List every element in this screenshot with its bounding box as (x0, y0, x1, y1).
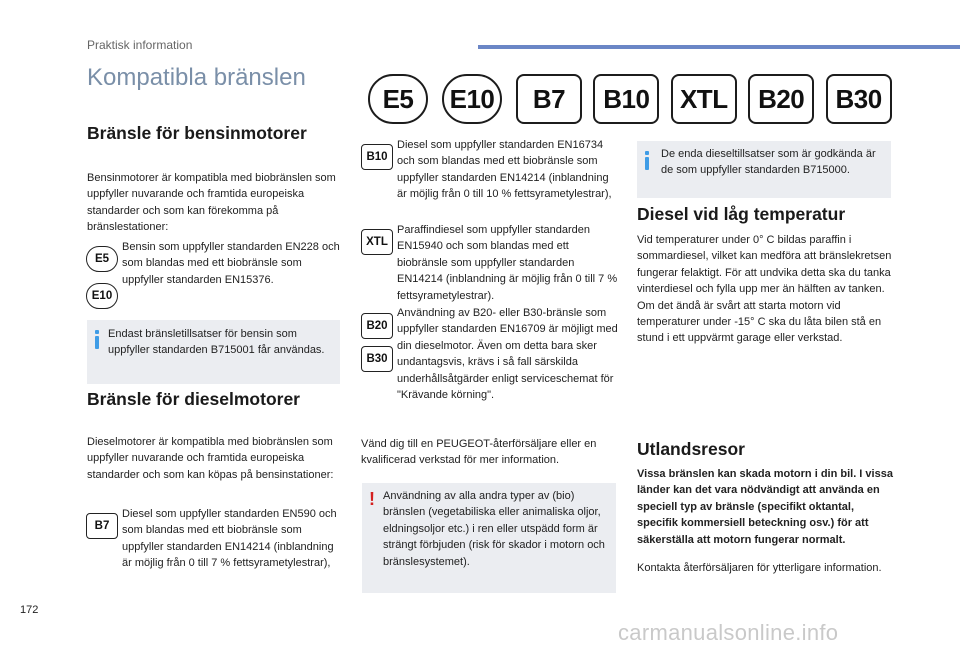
section-label: Praktisk information (87, 38, 193, 52)
diesel-b10-text: Diesel som uppfyller standarden EN16734 och som blandas med ett biobränsle som uppfyller standarden EN14214 (inblandning är möjlig från 0 till 10 % fettsyrametylestrar), (397, 139, 612, 201)
diesel-additive-note-text: De enda dieseltillsatser som är godkända är de som uppfyller standarden B715000. (661, 148, 876, 177)
diesel-dealer-text: Vänd dig till en PEUGEOT-återförsäljare eller en kvalificerad verkstad för mer information. (361, 438, 597, 467)
petrol-item-text: Bensin som uppfyller standarden EN228 och som blandas med ett biobränsle som uppfyller standarden EN15376. (122, 241, 340, 286)
diesel-b7-text: Diesel som uppfyller standarden EN590 och som blandas med ett biobränsle som uppfyller standarden EN14214 (inblandning är möjlig från 0 till 7 % fettsyrametylestrar), (122, 508, 337, 570)
petrol-note-text: Endast bränsletillsatser för bensin som uppfyller standarden B715001 får användas. (108, 328, 325, 357)
fuel-label-b7: B7 (516, 74, 582, 124)
low-temp-heading: Diesel vid låg temperatur (637, 204, 846, 224)
petrol-note-box (87, 320, 340, 384)
abroad-bold-text: Vissa bränslen kan skada motorn i din bil. I vissa länder kan det vara nödvändigt att använda en speciell typ av bränsle (specifikt oktantal, specifik kommersiell beteckning osv.) för att säkerställa att motorn fungerar normalt. (637, 468, 893, 546)
abroad-text: Kontakta återförsäljaren för ytterligare information. (637, 562, 882, 574)
fuel-label-e10: E10 (442, 74, 502, 124)
mini-label-b30: B30 (361, 346, 393, 372)
mini-label-e5: E5 (86, 246, 118, 272)
abroad-heading: Utlandsresor (637, 439, 745, 459)
mini-label-b7: B7 (86, 513, 118, 539)
mini-label-b10: B10 (361, 144, 393, 170)
low-temp-text: Vid temperaturer under 0° C bildas paraffin i sommardiesel, vilket kan medföra att bränslekretsen fungerar felaktigt. För att undvika detta ska du tanka vinterdiesel och fylla upp mer än hälften av tanken. Om det ändå är svårt att starta motorn vid temperaturer under -15° C ska du låta bilen stå en stund i ett uppvärmt garage eller verkstad. (637, 234, 892, 345)
page-number: 172 (20, 604, 39, 616)
fuel-label-e5: E5 (368, 74, 428, 124)
petrol-intro: Bensinmotorer är kompatibla med biobränslen som uppfyller nuvarande och framtida europeiska standarder och som kan förekomma på bränslestationer: (87, 172, 336, 234)
fuel-label-xtl: XTL (671, 74, 737, 124)
mini-label-xtl: XTL (361, 229, 393, 255)
diesel-warning-box (362, 483, 616, 593)
header-rule (478, 45, 960, 49)
fuel-label-row (368, 74, 892, 124)
diesel-b20-b30-text: Användning av B20- eller B30-bränsle som uppfyller standarden EN16709 är möjligt med din dieselmotor. Även om detta bara sker undantagsvis, krävs i så fall särskilda underhållsåtgärder enligt serviceschemat för "Krävande körning". (397, 307, 618, 402)
info-icon (645, 151, 649, 170)
diesel-intro: Dieselmotorer är kompatibla med biobränslen som uppfyller nuvarande och framtida europeiska standarder och som kan köpas på bensinstationer: (87, 436, 334, 481)
diesel-warning-text: Användning av alla andra typer av (bio) bränslen (vegetabiliska eller animaliska oljor, eldningsoljor etc.) i ren eller utspädd form är strängt förbjuden (risk för skador i motorn och bränslesystemet). (383, 490, 605, 568)
diesel-xtl-text: Paraffindiesel som uppfyller standarden EN15940 och som blandas med ett biobränsle som uppfyller standarden EN14214 (inblandning är möjlig från 0 till 7 % fettsyrametylestrar). (397, 224, 618, 302)
diesel-heading: Bränsle för dieselmotorer (87, 389, 300, 409)
diesel-additive-note-box (637, 141, 891, 198)
watermark: carmanualsonline.info (618, 620, 839, 645)
mini-label-b20: B20 (361, 313, 393, 339)
fuel-label-b20: B20 (748, 74, 814, 124)
warning-icon: ! (369, 489, 375, 509)
fuel-label-b10: B10 (593, 74, 659, 124)
fuel-label-b30: B30 (826, 74, 892, 124)
info-icon (95, 330, 99, 349)
petrol-heading: Bränsle för bensinmotorer (87, 123, 307, 143)
mini-label-e10: E10 (86, 283, 118, 309)
page-title: Kompatibla bränslen (87, 64, 306, 91)
